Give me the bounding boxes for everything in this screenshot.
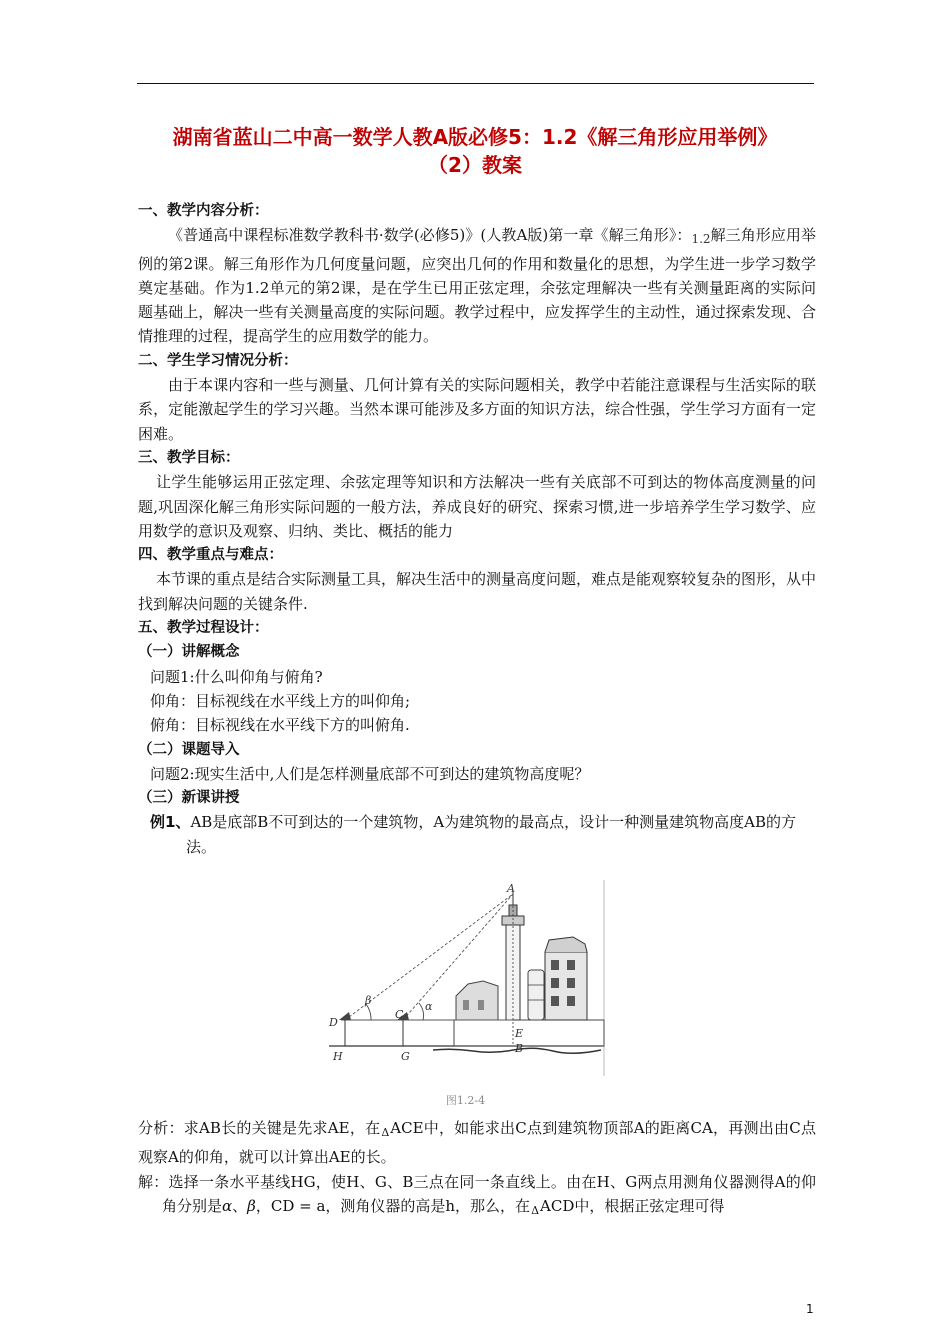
- section1-heading: 一、教学内容分析：: [138, 203, 269, 219]
- analysis-part1: 分析：求AB长的关键是先求AE，在: [138, 1119, 381, 1137]
- section4-text: 本节课的重点是结合实际测量工具，解决生活中的测量高度问题，难点是能观察较复杂的图形，从中找到解决问题的关键条件.: [138, 570, 817, 613]
- beta-symbol: β: [247, 1196, 256, 1215]
- solution-part1: 解：选择一条水平基线HG，使H、G、B三点在同一条直线上。由在H、G两点用测角仪器测得A的仰角分别是: [138, 1172, 816, 1215]
- section4-heading: 四、教学重点与难点：: [138, 547, 283, 564]
- question2: 问题2:现实生活中,人们是怎样测量底部不可到达的建筑物高度呢？: [150, 764, 590, 783]
- section-number-mark: 1.2: [691, 232, 711, 247]
- triangle-symbol: Δ: [381, 1126, 390, 1139]
- depression-definition: 俯角：目标视线在水平线下方的叫俯角.: [150, 716, 410, 735]
- solution-separator: 、: [232, 1196, 248, 1215]
- solution-paragraph: [138, 1170, 816, 1224]
- section5-heading: 五、教学过程设计：: [138, 620, 269, 637]
- section1-text-after: 解三角形应用举例的第2课。解三角形作为几何度量问题，应突出几何的作用和数量化的思想，为学生进一步学习数学奠定基础。作为1.2单元的第2课，是在学生已用正弦定理，余弦定理解决一些有关测量距离的实际问题基础上，解决一些有关测量高度的实际问题。教学过程中，应发挥学生的主动性，通过探索发现、合情推理的过程，提高学生的应用数学的能力。: [138, 226, 816, 346]
- example1: [150, 810, 816, 859]
- question1: 问题1:什么叫仰角与俯角?: [150, 667, 323, 686]
- figure-caption: 图1.2-4: [445, 1094, 486, 1107]
- example1-label: 例1、: [150, 813, 191, 832]
- document-title-line1: 湖南省蓝山二中高一数学人教A版必修5：1.2《解三角形应用举例》: [172, 125, 778, 149]
- page-number: 1: [806, 1302, 814, 1316]
- elevation-definition: 仰角：目标视线在水平线上方的叫仰角;: [150, 691, 411, 710]
- section3-text: 让学生能够运用正弦定理、余弦定理等知识和方法解决一些有关底部不可到达的物体高度测量的问题,巩固深化解三角形实际问题的一般方法，养成良好的研究、探索习惯,进一步培养学生学习数学、应用数学的意识及观察、归纳、类比、概括的能力: [138, 473, 816, 540]
- section3-heading: 三、教学目标：: [138, 449, 240, 466]
- building-measurement-diagram: [323, 880, 608, 1090]
- label-D: D: [329, 1016, 338, 1029]
- label-A: A: [507, 882, 515, 895]
- part2-heading: （二）课题导入: [138, 741, 240, 758]
- label-C: C: [395, 1008, 404, 1021]
- section1-text-before: 《普通高中课程标准数学教科书·数学(必修5)》(人教A版)第一章《解三角形》：: [168, 226, 692, 245]
- section2-heading: 二、学生学习情况分析：: [138, 352, 298, 369]
- example1-text: AB是底部B不可到达的一个建筑物，A为建筑物的最高点，设计一种测量建筑物高度AB的方法。: [186, 813, 797, 856]
- section1-text: [138, 223, 816, 348]
- part1-heading: （一）讲解概念: [138, 644, 240, 661]
- part3-heading: （三）新课讲授: [138, 790, 240, 807]
- label-E: E: [515, 1027, 524, 1040]
- analysis-part2: ACE中，如能求出C点到建筑物顶部A的距离CA，再测出由C点观察A的仰角，就可以计算出AE的长。: [138, 1119, 817, 1167]
- label-B: B: [515, 1042, 524, 1055]
- solution-part2: ，CD = a，测角仪器的高是h，那么，在: [255, 1196, 531, 1215]
- header-rule: [137, 83, 814, 84]
- label-G: G: [401, 1050, 410, 1063]
- solution-part3: ACD中，根据正弦定理可得: [540, 1196, 725, 1215]
- label-alpha: α: [425, 1000, 433, 1013]
- analysis-paragraph: [138, 1116, 816, 1170]
- label-H: H: [333, 1050, 343, 1063]
- label-beta: β: [365, 994, 372, 1007]
- figure-1-2-4: [323, 880, 608, 1110]
- document-title-line2: （2）教案: [428, 153, 522, 177]
- alpha-symbol: α: [222, 1196, 233, 1215]
- triangle-symbol: Δ: [531, 1203, 540, 1217]
- analysis-and-solution: [138, 1116, 816, 1223]
- section2-text: 由于本课内容和一些与测量、几何计算有关的实际问题相关，教学中若能注意课程与生活实际的联系，定能激起学生的学习兴趣。当然本课可能涉及多方面的知识方法，综合性强，学生学习方面有一定困难。: [138, 376, 816, 443]
- document-body: [138, 199, 816, 859]
